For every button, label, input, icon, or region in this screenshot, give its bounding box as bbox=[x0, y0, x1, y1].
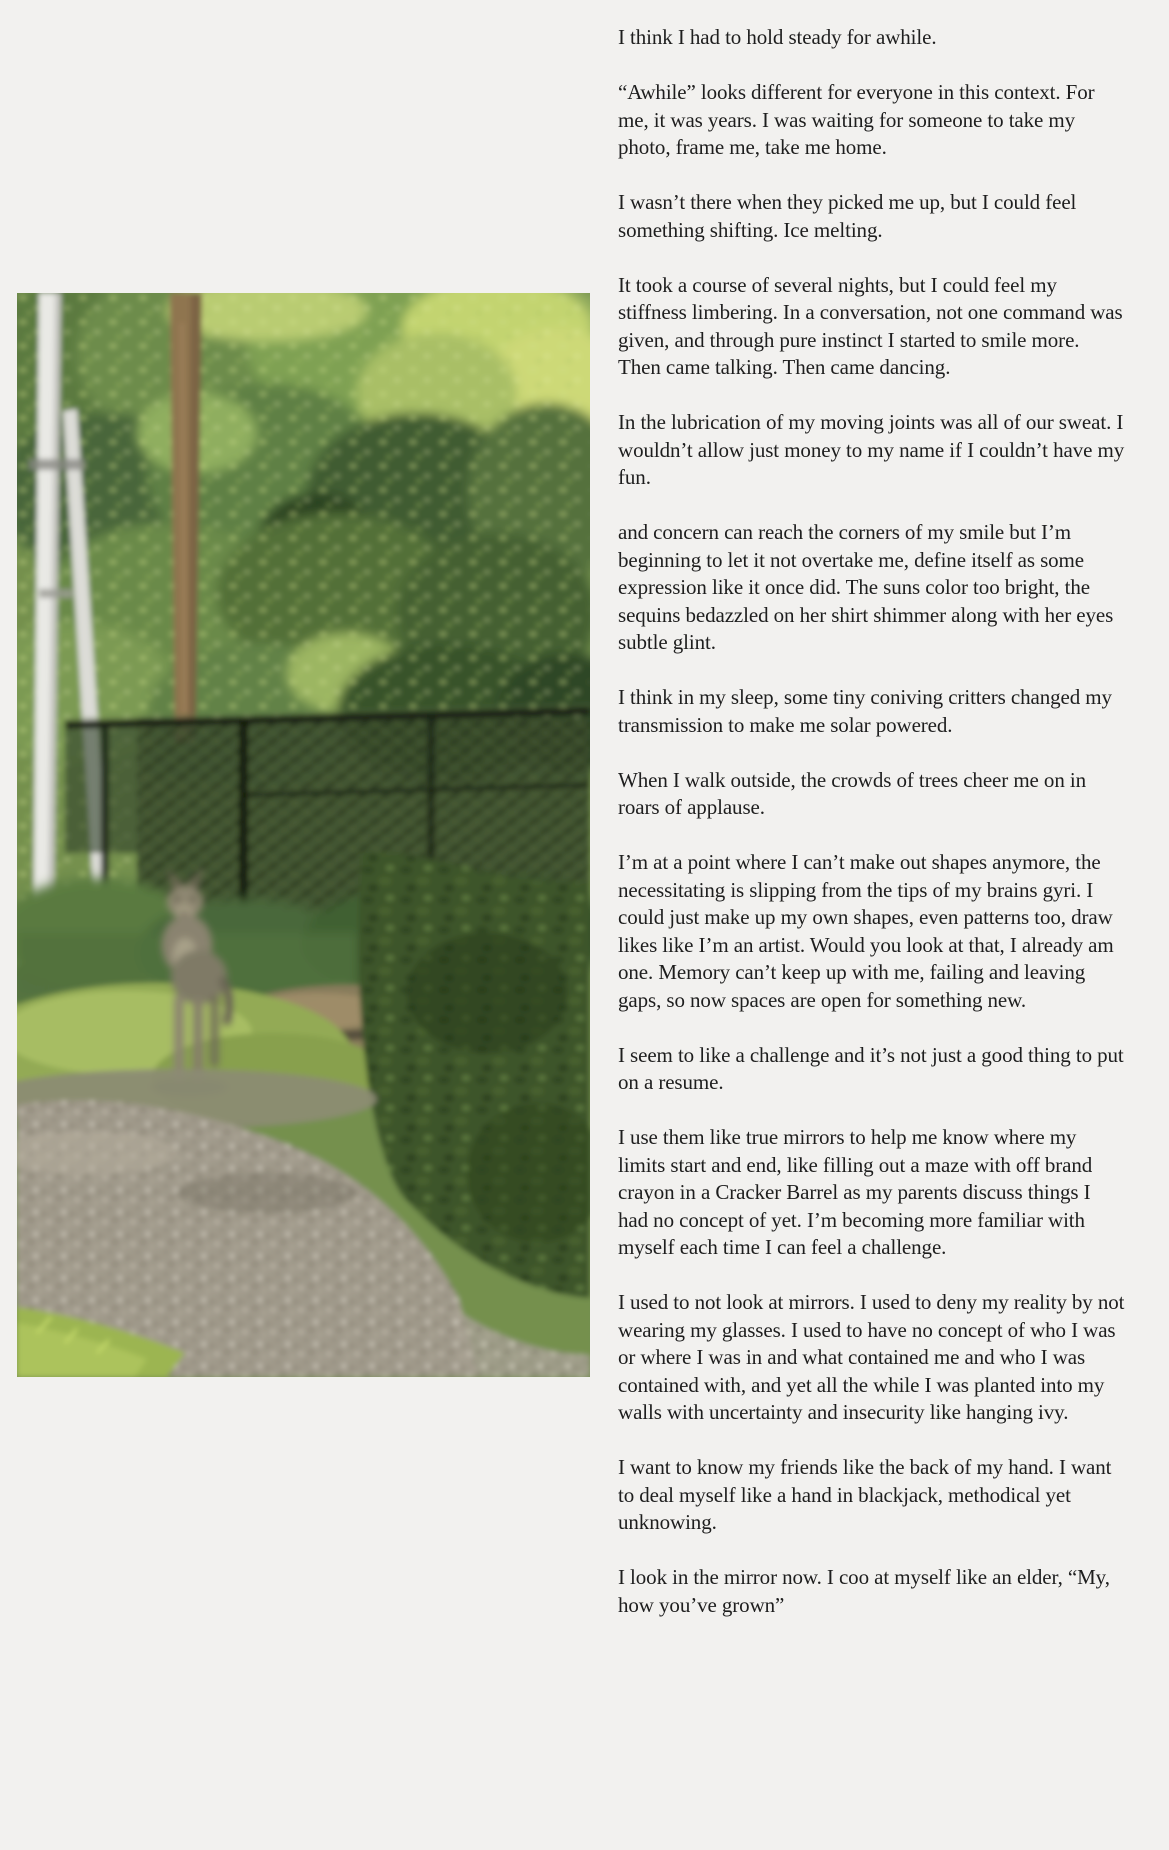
essay-paragraph: I wasn’t there when they picked me up, but I could feel something shifting. Ice melting. bbox=[618, 190, 1077, 242]
essay-paragraph: and concern can reach the corners of my smile but I’m beginning to let it not overtake me, define itself as some expression like it once did. The suns color too bright, the sequins bedazzled on her shirt shimmer along with her eyes subtle glint. bbox=[618, 520, 1114, 654]
essay-paragraph: In the lubrication of my moving joints was all of our sweat. I wouldn’t allow just money to my name if I couldn’t have my fun. bbox=[618, 410, 1125, 489]
essay-paragraph: When I walk outside, the crowds of trees cheer me on in roars of applause. bbox=[618, 767, 1087, 819]
essay-paragraph: I think I had to hold steady for awhile. bbox=[618, 25, 937, 49]
coyote-photo bbox=[17, 293, 590, 1377]
essay-paragraph: It took a course of several nights, but I could feel my stiffness limbering. In a conversation, not one command was given, and through pure instinct I started to smile more. Then came talking. Then came dancing. bbox=[618, 272, 1123, 379]
essay-paragraph: I use them like true mirrors to help me know where my limits start and end, like filling out a maze with off brand crayon in a Cracker Barrel as my parents discuss things I had no concept of yet. I’m becoming more familiar with myself each time I can feel a challenge. bbox=[618, 1125, 1093, 1259]
essay bbox=[618, 24, 1125, 1647]
photo-scene bbox=[17, 293, 590, 1377]
essay-paragraph: I’m at a point where I can’t make out shapes anymore, the necessitating is slipping from the tips of my brains gyri. I could just make up my own shapes, even patterns too, draw likes like I’m an artist. Would you look at that, I already am one. Memory can’t keep up with me, failing and leaving gaps, so now spaces are open for something new. bbox=[618, 850, 1114, 1012]
essay-paragraph: I want to know my friends like the back of my hand. I want to deal myself like a hand in blackjack, methodical yet unknowing. bbox=[618, 1455, 1112, 1534]
essay-paragraph: I seem to like a challenge and it’s not just a good thing to put on a resume. bbox=[618, 1042, 1124, 1094]
essay-paragraph: “Awhile” looks different for everyone in this context. For me, it was years. I was waiting for someone to take my photo, frame me, take me home. bbox=[618, 80, 1095, 159]
essay-paragraph: I think in my sleep, some tiny coniving critters changed my transmission to make me solar powered. bbox=[618, 685, 1112, 737]
essay-paragraph: I used to not look at mirrors. I used to deny my reality by not wearing my glasses. I used to have no concept of who I was or where I was in and what contained me and who I was contained with, and yet all the while I was planted into my walls with uncertainty and insecurity like hanging ivy. bbox=[618, 1290, 1125, 1424]
essay-paragraph: I look in the mirror now. I coo at myself like an elder, “My, how you’ve grown” bbox=[618, 1565, 1110, 1617]
coyote-photo-illustration bbox=[17, 293, 590, 1377]
